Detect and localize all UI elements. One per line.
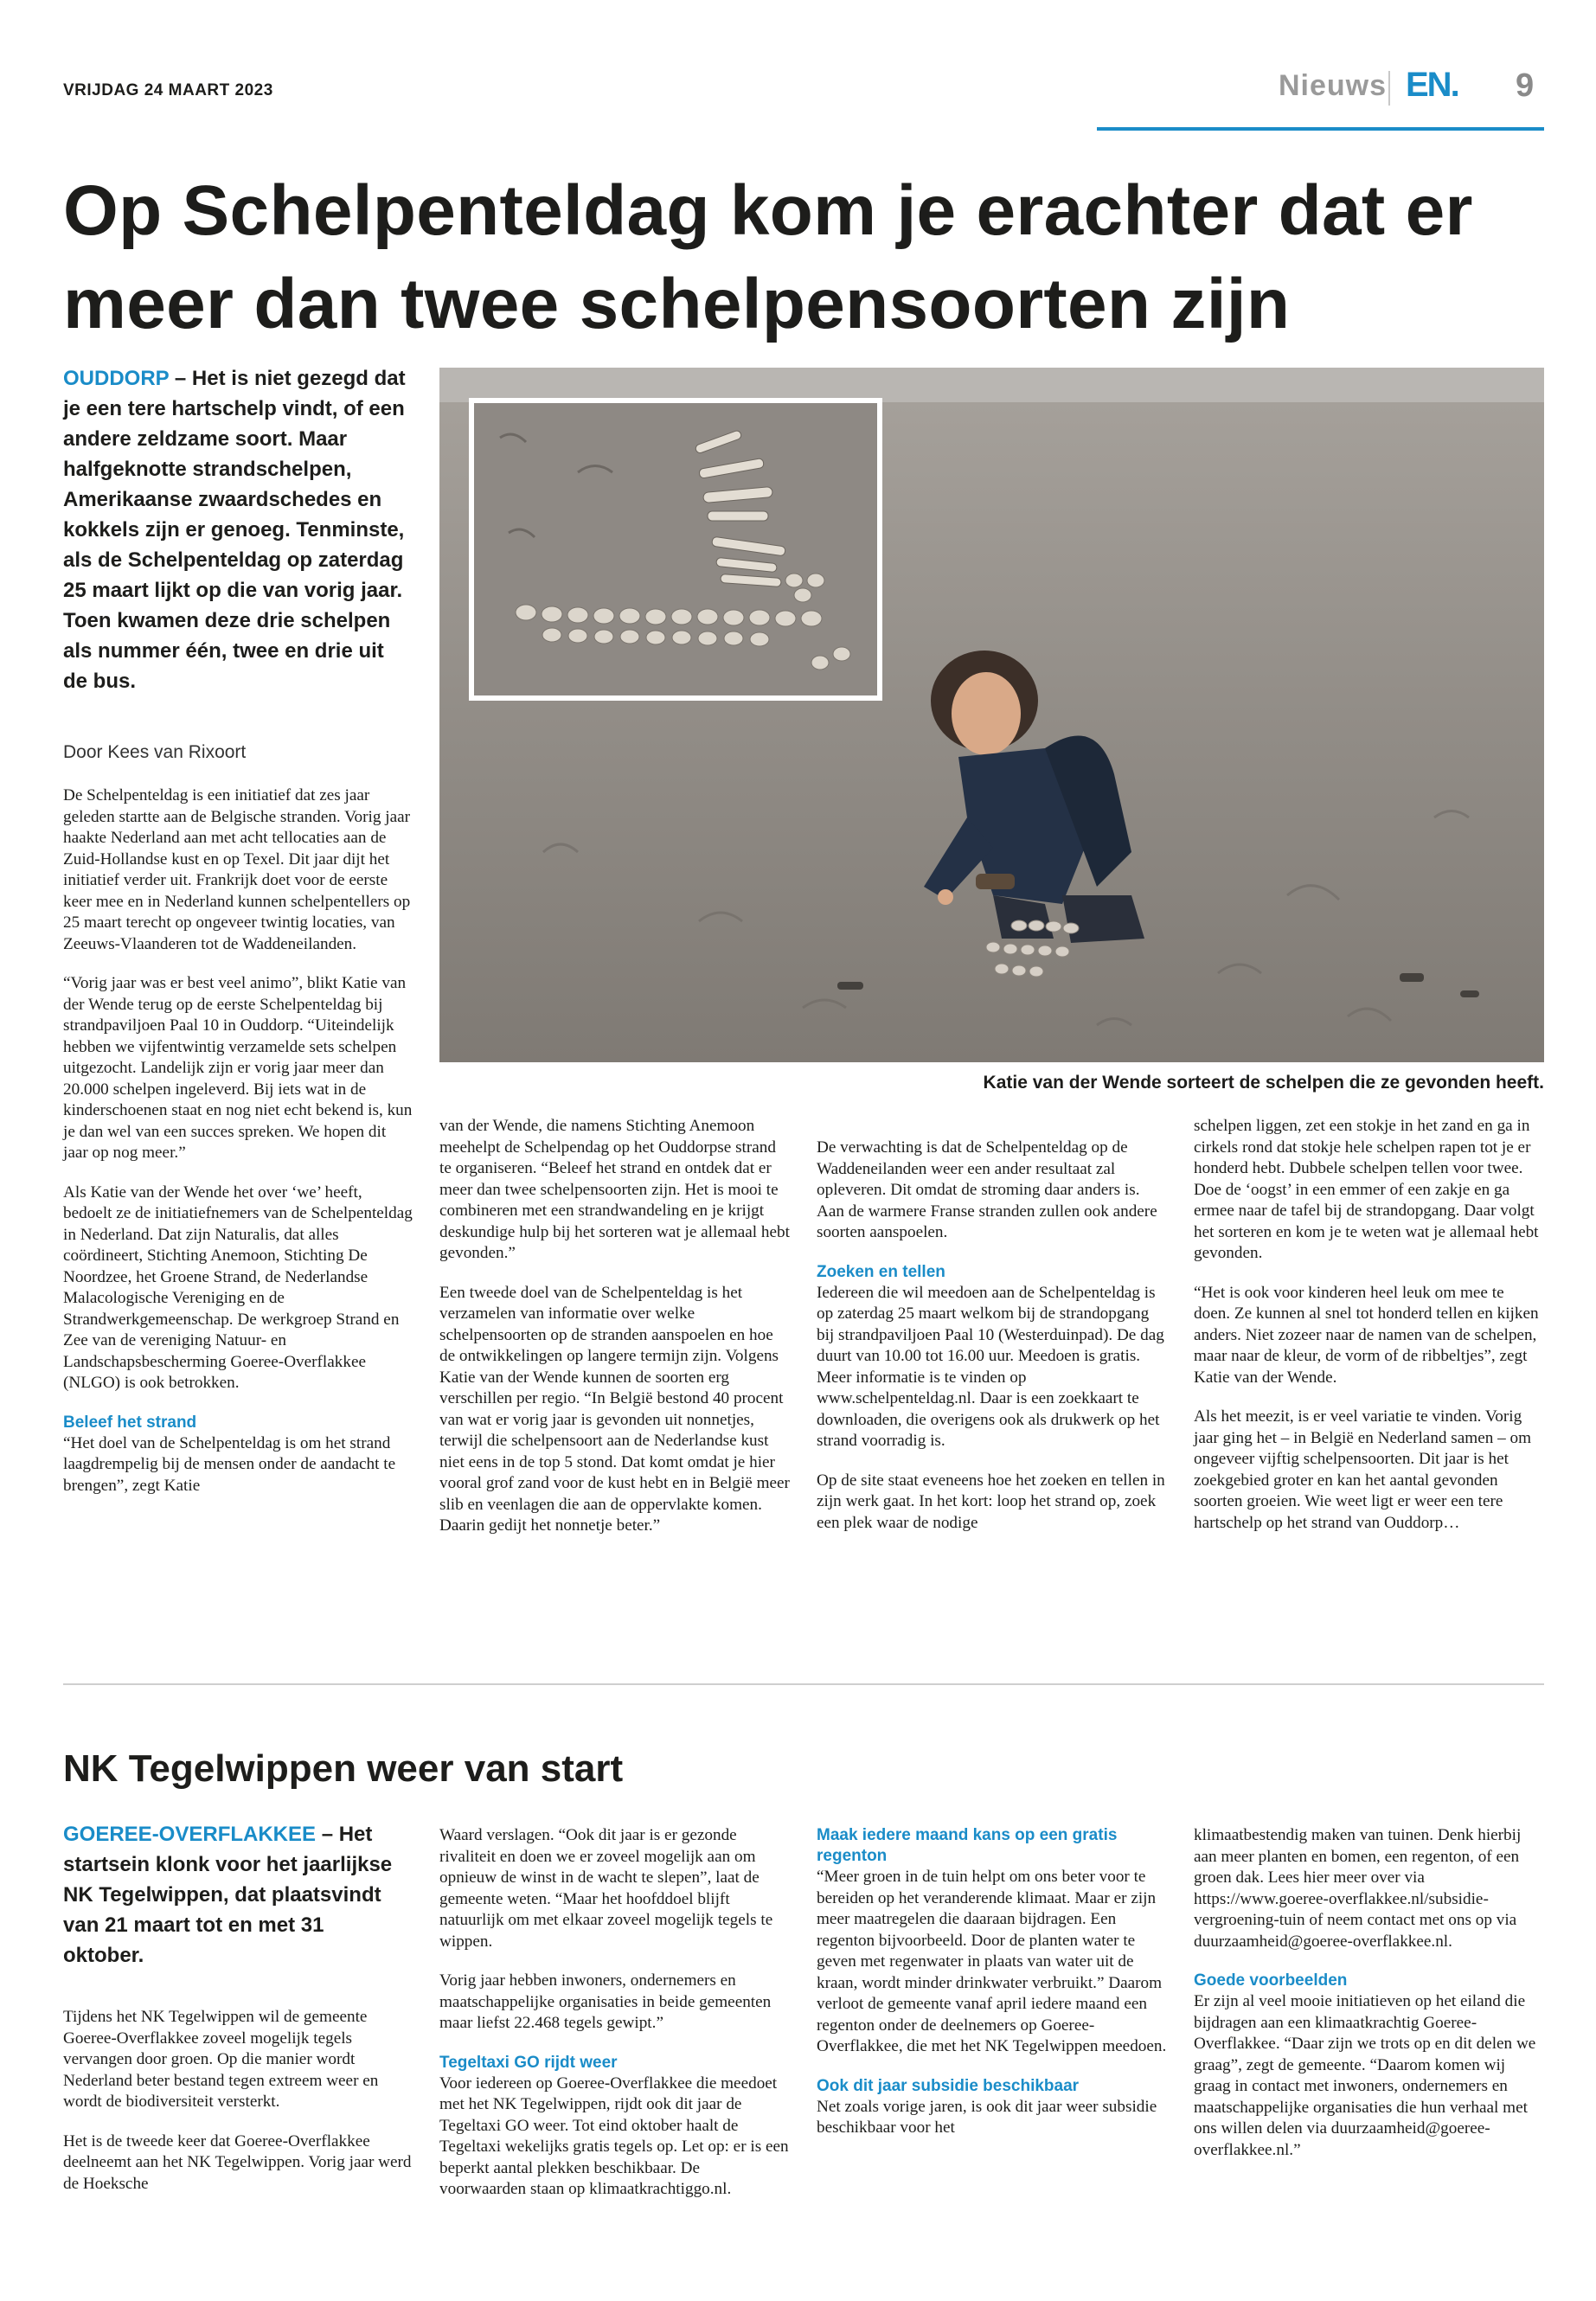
paragraph: De Schelpenteldag is een initiatief dat zes jaar geleden startte aan de Belgische stranden. Vorig jaar haakte Nederland aan met acht tellocaties aan de Zuid-Hollandse kust en op Texel. Dit jaar dijt het initiatief verder uit. Frankrijk doet voor de eerste keer mee en in Nederland kunnen schelpentellers op 25 maart terecht op ongeveer twintig locaties, van Zeeuws-Vlaanderen tot de Waddeneilanden. [63, 786, 411, 953]
byline: Door Kees van Rixoort [63, 742, 247, 762]
paragraph: Als Katie van der Wende het over ‘we’ heeft, bedoelt ze de initiatiefnemers van de Schelpenteldag in Nederland. Dat zijn Naturalis, dat alles coördineert, Stichting Anemoon, Stichting De Noordzee, het Groene Strand, de Nederlandse Malacologische Vereniging en de Strandwerkgemeenschap. De werkgroep Strand en Zee van de vereniging Natuur- en Landschapsbescherming Goeree-Overflakkee (NLGO) is ook betrokken. [63, 1183, 413, 1392]
paragraph: “Het is ook voor kinderen heel leuk om mee te doen. Ze kunnen al snel tot honderd tellen en kijken anders. Niet zozeer naar de namen van de schelpen, maar naar de kleur, de vorm of de ribbeltjes”, zegt Katie van der Wende. [1194, 1283, 1539, 1387]
article-lead [63, 363, 409, 696]
article-column-4 [1194, 1116, 1544, 1534]
subheading: Maak iedere maand kans op een gratis regenton [817, 1826, 1118, 1865]
page-number: 9 [1516, 67, 1535, 104]
shell-arrangement-illustration [474, 403, 877, 695]
paragraph: “Het doel van de Schelpenteldag is om het strand laagdrempelig bij de mensen onder de aandacht te brengen”, zegt Katie [63, 1433, 396, 1495]
paragraph: Vorig jaar hebben inwoners, ondernemers en maatschappelijke organisaties in beide gemeenten maar liefst 22.468 tegels gewipt.” [439, 1971, 772, 2032]
article2-column-4 [1194, 1825, 1544, 2161]
subheading: Ook dit jaar subsidie beschikbaar [817, 2076, 1080, 2095]
paragraph: “Vorig jaar was er best veel animo”, blikt Katie van der Wende terug op de eerste Schelpenteldag bij strandpaviljoen Paal 10 in Ouddorp. “Uiteindelijk hebben we vijfentwintig verzamelde sets schelpen uitgezocht. Landelijk zijn er vorig jaar meer dan 20.000 schelpen ingeleverd. Bij iets wat in de kinderschoenen staat en nog niet echt bekend is, kun je dan wel van een succes spreken. We hopen dit jaar op nog meer.” [63, 974, 413, 1162]
article-headline: Op Schelpenteldag kom je erachter dat er meer dan twee schelpensoorten zijn [63, 171, 1473, 343]
paragraph: Als het meezit, is er veel variatie te vinden. Vorig jaar ging het – in België en Nederland samen – om ongeveer vijftig schelpensoorten. Dit jaar is het zoekgebied groter en kan het aantal gevonden soorten groeien. Wie weet ligt er weer een tere hartschelp op het strand van Ouddorp… [1194, 1407, 1532, 1532]
paragraph: Iedereen die wil meedoen aan de Schelpenteldag is op zaterdag 25 maart welkom bij de strandopgang bij strandpaviljoen Paal 10 (Westerduinpad). De dag duurt van 10.00 tot 16.00 uur. Meedoen is gratis. Meer informatie is te vinden op www.schelpenteldag.nl. Daar is een zoekkaart te downloaden, die overigens ook als drukwerk op het strand voorradig is. [817, 1283, 1164, 1450]
header-rule [1097, 127, 1544, 131]
shell-closeup-photo [469, 398, 882, 701]
issue-date: VRIJDAG 24 MAART 2023 [63, 81, 273, 99]
paragraph: “Meer groen in de tuin helpt om ons beter voor te bereiden op het veranderende klimaat. Maar er zijn meer maatregelen die daaraan bijdragen. Een regenton bijvoorbeeld. Door de planten water te geven met regenwater in plaats van water uit de kraan, wordt minder drinkwater verbruikt.” Daarom verloot de gemeente vanaf april iedere maand een regenton onder de deelnemers op Goeree-Overflakkee, die met het NK Tegelwippen meedoen. [817, 1868, 1167, 2055]
paragraph: Tijdens het NK Tegelwippen wil de gemeente Goeree-Overflakkee zoveel mogelijk tegels vervangen door groen. Op die manier wordt Nederland beter bestand tegen extreem weer en wordt de biodiversiteit versterkt. [63, 2008, 379, 2111]
paragraph: Op de site staat eveneens hoe het zoeken en tellen in zijn werk gaat. In het kort: loop het strand op, zoek een plek waar de nodige [817, 1471, 1165, 1532]
dateline-2: GOEREE-OVERFLAKKEE [63, 1823, 317, 1846]
newspaper-logo: EN. [1406, 66, 1458, 104]
paragraph: Net zoals vorige jaren, is ook dit jaar weer subsidie beschikbaar voor het [817, 2097, 1157, 2137]
paragraph: van der Wende, die namens Stichting Anemoon meehelpt de Schelpendag op het Ouddorpse strand te organiseren. “Beleef het strand en ontdek dat er meer dan twee schelpensoorten zijn. Het is mooi te combineren met een strandwandeling en je krijgt deskundige hulp bij het sorteren wat je allemaal hebt gevonden.” [439, 1117, 790, 1262]
lead-text: – Het is niet gezegd dat je een tere hartschelp vindt, of een andere zeldzame soort. Maar halfgeknotte strandschelpen, Amerikaanse zwaardschedes en kokkels zijn er genoeg. Tenminste, als de Schelpenteldag op zaterdag 25 maart lijkt op die van vorig jaar. Toen kwamen deze drie schelpen als nummer één, twee en drie uit de bus. [63, 367, 406, 693]
article-lead-2 [63, 1819, 409, 1971]
paragraph: Het is de tweede keer dat Goeree-Overflakkee deelneemt aan het NK Tegelwippen. Vorig jaar werd de Hoeksche [63, 2131, 412, 2193]
paragraph: schelpen liggen, zet een stokje in het zand en ga in cirkels rond dat stokje hele schelpen rapen tot je er honderd hebt. Dubbele schelpen tellen voor twee. Doe de ‘oogst’ in een emmer of een zakje en ga ermee naar de tafel bij de strandopgang. Daar volgt het sorteren en kom je te weten wat je allemaal hebt gevonden. [1194, 1117, 1539, 1262]
article-separator [63, 1683, 1544, 1685]
paragraph: Voor iedereen op Goeree-Overflakkee die meedoet met het NK Tegelwippen, rijdt ook dit jaar de Tegeltaxi GO weer. Tot eind oktober haalt de Tegeltaxi wekelijks gratis tegels op. Let op: er is een beperkt aantal plekken beschikbaar. De voorwaarden staan op klimaatkrachtiggo.nl. [439, 2073, 789, 2198]
article2-column-1 [63, 2007, 413, 2195]
dateline: OUDDORP [63, 367, 170, 390]
paragraph: Een tweede doel van de Schelpenteldag is het verzamelen van informatie over welke schelpensoorten op de stranden aanspoelen en hoe de ontwikkelingen op langere termijn zijn. Volgens Katie van der Wende kunnen de soorten erg verschillen per regio. “In België bestond 40 procent van wat er vorig jaar is gevonden uit nonnetjes, terwijl die schelpensoort aan de Nederlandse kust niet eens in de top 5 stond. Dat komt omdat je hier vooral grof zand voor de kust hebt en in België meer slib en veenlagen die aan de oppervlakte komen. Daarin gedijt het nonnetje beter.” [439, 1283, 790, 1535]
subheading: Tegeltaxi GO rijdt weer [439, 2053, 618, 2072]
photo-caption: Katie van der Wende sorteert de schelpen die ze gevonden heeft. [983, 1073, 1544, 1093]
lead-text-2: – Het startsein klonk voor het jaarlijkse NK Tegelwippen, dat plaatsvindt van 21 maart tot en met 31 oktober. [63, 1823, 393, 1967]
article-column-1 [63, 785, 413, 1497]
section-label: Nieuws [1279, 69, 1388, 102]
article-headline-2: NK Tegelwippen weer van start [63, 1747, 624, 1790]
header-divider [1388, 71, 1390, 106]
paragraph: Waard verslagen. “Ook dit jaar is er gezonde rivaliteit en doen we er zoveel mogelijk aan om opnieuw de winst in de wacht te slepen”, laat de gemeente weten. “Maar het hoofddoel blijft natuurlijk om met elkaar zoveel mogelijk tegels te wippen. [439, 1826, 773, 1951]
subheading: Beleef het strand [63, 1413, 197, 1432]
subheading: Goede voorbeelden [1194, 1971, 1348, 1990]
paragraph: De verwachting is dat de Schelpenteldag op de Waddeneilanden weer een ander resultaat zal opleveren. Dit omdat de stroming daar anders is. Aan de warmere Franse stranden zullen ook andere soorten aanspoelen. [817, 1138, 1157, 1241]
article2-column-3 [817, 1825, 1167, 2139]
subheading: Zoeken en tellen [817, 1262, 945, 1281]
paragraph: klimaatbestendig maken van tuinen. Denk hierbij aan meer planten en bomen, een regenton, of een groen dak. Lees hier meer over via https://www.goeree-overflakkee.nl/subsidie-vergroening-tuin of neem contact met ons op via duurzaamheid@goeree-overflakkee.nl. [1194, 1826, 1522, 1951]
article-column-3 [817, 1138, 1167, 1534]
paragraph: Er zijn al veel mooie initiatieven op het eiland die bijdragen aan een klimaatkrachtig Goeree-Overflakkee. “Daar zijn we trots op en dit delen we graag”, zegt de gemeente. “Daarom komen wij graag in contact met inwoners, ondernemers en maatschappelijke organisaties die hun verhaal met ons willen delen via duurzaamheid@goeree-overflakkee.nl.” [1194, 1992, 1536, 2159]
article2-column-2 [439, 1825, 790, 2201]
article-column-2 [439, 1116, 790, 1537]
